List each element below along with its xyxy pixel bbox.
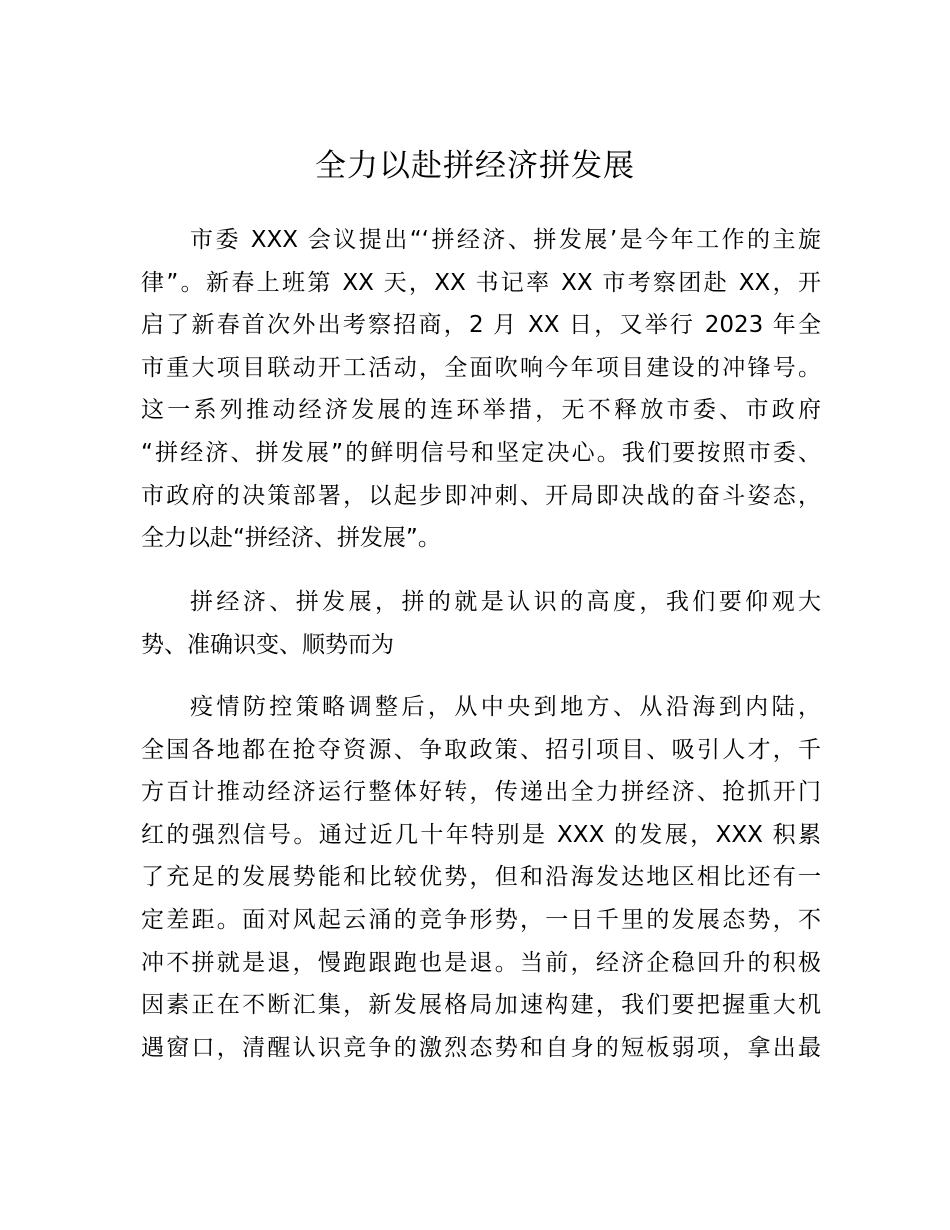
paragraph-line: 市重大项目联动开工活动，全面吹响今年项目建设的冲锋号。 xyxy=(141,354,821,381)
paragraph-line: 疫情防控策略调整后，从中央到地方、从沿海到内陆， xyxy=(190,694,821,720)
paragraph-line: 因素正在不断汇集，新发展格局加速构建，我们要把握重大机 xyxy=(141,992,821,1019)
paragraph-line: 市委 XXX 会议提出“‘拼经济、拼发展’是今年工作的主旋 xyxy=(190,227,821,253)
paragraph-line: 拼经济、拼发展，拼的就是认识的高度，我们要仰观大 xyxy=(190,589,821,615)
paragraph-line: 律”。新春上班第 XX 天，XX 书记率 XX 市考察团赴 XX，开 xyxy=(141,269,821,296)
paragraph-line: 市政府的决策部署，以起步即冲刺、开局即决战的奋斗姿态， xyxy=(141,482,821,509)
paragraph-line: 了充足的发展势能和比较优势，但和沿海发达地区相比还有一 xyxy=(141,864,821,891)
paragraph-line: 方百计推动经济运行整体好转，传递出全力拼经济、抢抓开门 xyxy=(141,779,821,806)
paragraph-line: 遇窗口，清醒认识竞争的激烈态势和自身的短板弱项，拿出最 xyxy=(141,1034,821,1061)
paragraph-3 xyxy=(141,686,821,1069)
paragraph-2 xyxy=(141,581,821,666)
document-title: 全力以赴拼经济拼发展 xyxy=(315,148,635,184)
paragraph-line: 全力以赴“拼经济、拼发展”。 xyxy=(141,525,441,552)
paragraph-line: 这一系列推动经济发展的连环举措，无不释放市委、市政府 xyxy=(141,397,821,424)
paragraph-line: 启了新春首次外出考察招商，2 月 XX 日，又举行 2023 年全 xyxy=(141,312,821,339)
paragraph-line: 势、准确识变、顺势而为 xyxy=(141,631,394,658)
paragraph-line: “拼经济、拼发展”的鲜明信号和坚定决心。我们要按照市委、 xyxy=(141,439,821,466)
paragraph-1 xyxy=(141,219,821,560)
paragraph-line: 红的强烈信号。通过近几十年特别是 XXX 的发展，XXX 积累 xyxy=(141,821,821,848)
paragraph-line: 冲不拼就是退，慢跑跟跑也是退。当前，经济企稳回升的积极 xyxy=(141,949,821,976)
paragraph-line: 全国各地都在抢夺资源、争取政策、招引项目、吸引人才，千 xyxy=(141,736,821,763)
paragraph-line: 定差距。面对风起云涌的竞争形势，一日千里的发展态势，不 xyxy=(141,906,821,933)
